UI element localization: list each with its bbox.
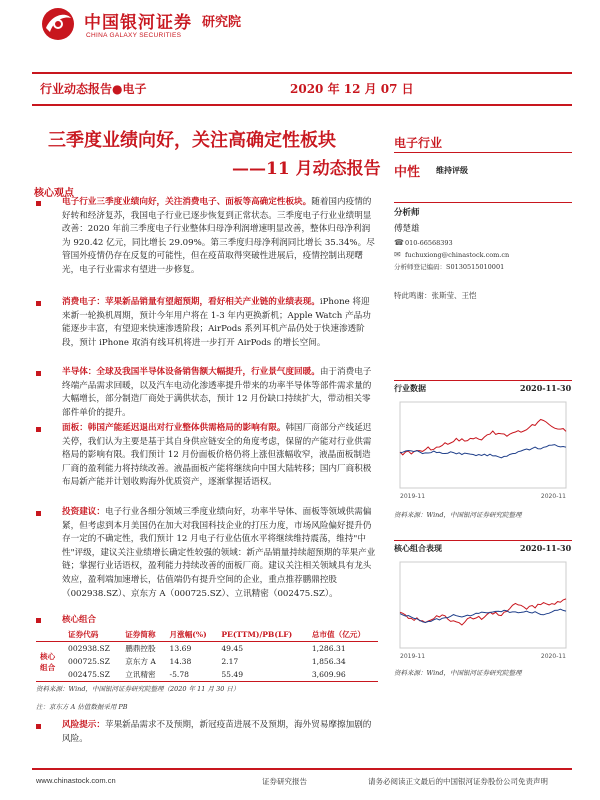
combo-table: [36, 628, 378, 682]
industry-chart-source: 资料来源：Wind，中国银河证券研究院整理: [394, 511, 522, 519]
para-industry: [62, 196, 378, 278]
institute-label: 研究院: [202, 15, 242, 30]
analyst-divider: [394, 202, 572, 203]
bullet-4: [36, 427, 41, 432]
combo-chart: [394, 556, 572, 660]
table-header: 证券简称: [121, 628, 165, 642]
analyst-cert: 分析师登记编码：S0130515010001: [394, 263, 505, 271]
table-cell: -5.78: [166, 668, 218, 682]
table-side-label: 核心组合: [36, 642, 64, 682]
series-line-2: [400, 609, 566, 622]
report-type: 行业动态报告●电子: [40, 82, 147, 96]
galaxy-logo-icon: [40, 6, 76, 42]
para-panel-lead: 面板：韩国产能延迟退出对行业整体供需格局的影响有限。: [62, 423, 286, 433]
table-cell: 京东方 A: [125, 657, 156, 666]
logo-cn: 中国银河证券: [84, 13, 192, 33]
table-cell: 55.49: [217, 668, 308, 682]
table-source: 资料来源：Wind，中国银河证券研究院整理（2020 年 11 月 30 日）: [36, 685, 240, 693]
para-consumer: [62, 296, 378, 350]
para-industry-lead: 电子行业三季度业绩向好，关注消费电子、面板等高确定性板块。: [62, 197, 312, 207]
bullet-1: [36, 201, 41, 206]
logo-mark: [40, 6, 76, 42]
footer-divider: [32, 768, 572, 770]
x-tick-label: 2020-11: [540, 493, 566, 500]
combo-divider: [394, 540, 572, 541]
core-label: 核心观点: [34, 188, 74, 199]
table-header-row: [36, 628, 378, 642]
footer-center: 证券研究报告: [262, 777, 307, 786]
bullet-2: [36, 301, 41, 306]
combo-label: 核心组合表现: [394, 543, 442, 553]
rating: 中性: [394, 165, 421, 180]
para-advice-text: 电子行业各细分领域三季度业绩向好，功率半导体、面板等领域供需偏紧，但考虑到本月美国仍在加大对我国科技企业的打压力度，市场风险偏好提升仍存一定的不确定性，我们预计 12 月电子行业估值水平将继续维持震荡，维持"中性"评级，建议关注业绩增长确定性较强的领域：新产品销量持续超预期的苹果产业链；掌握行业话语权，盈利能力持续改善的面板厂商。建议关注相关领域具有龙头效应，盈利端加速增长，估值端仍有提升空间的企业，重点推荐鹏鼎控股（002938.SZ）、京东方 A（000725.SZ）、立讯精密（002475.SZ）。: [62, 507, 376, 599]
page-subtitle: ——11 月动态报告: [232, 159, 381, 179]
table-header: 总市值（亿元）: [308, 628, 378, 642]
combo-table-label: 核心组合: [62, 615, 97, 625]
chart-frame: [400, 402, 566, 488]
thanks: 特此鸣谢：张斯莹、王恺: [394, 291, 477, 300]
industry-data-label: 行业数据: [394, 383, 426, 393]
analyst-email[interactable]: fuchuxiong@chinastock.com.cn: [405, 251, 510, 259]
table-header: 月涨幅(%): [166, 628, 218, 642]
industry-data-date: 2020-11-30: [520, 383, 572, 393]
bullet-3: [36, 371, 41, 376]
table-cell: 1,286.31: [311, 644, 346, 653]
table-row: [36, 642, 378, 656]
para-consumer-text: iPhone 将迎来新一轮换机周期，预计今年用户将在 1-3 年内更换新机；Apple Watch 产品功能逐步丰富，有望迎来快速渗透阶段；AirPods 系列耳机产品仍处于快速渗透阶段，预计 iPhone 取消有线耳机将进一步打开 AirPods 的增长空间。: [62, 297, 371, 348]
page-title: 三季度业绩向好，关注高确定性板块: [48, 130, 336, 151]
series-line-1: [400, 420, 566, 455]
analyst-label: 分析师: [394, 208, 420, 218]
para-consumer-lead: 消费电子：苹果新品销量有望超预期，看好相关产业链的业绩表现。: [62, 297, 320, 307]
report-date: 2020 年 12 月 07 日: [290, 82, 414, 96]
para-risk-lead: 风险提示：: [62, 720, 105, 730]
analyst-phone: 010-66568393: [405, 239, 453, 247]
table-cell: 13.69: [169, 644, 192, 653]
x-tick-label: 2020-11: [540, 653, 566, 660]
mail-icon: ✉: [394, 250, 401, 259]
para-semi: [62, 366, 378, 420]
rating-note: 维持评级: [436, 165, 468, 175]
sidebar-divider: [394, 152, 572, 153]
table-cell: 1,856.34: [311, 657, 346, 666]
table-cell: 49.45: [221, 644, 244, 653]
bullet-6: [36, 618, 41, 623]
table-cell: 鹏鼎控股: [125, 644, 156, 653]
bullet-5: [36, 511, 41, 516]
industry-data-divider: [394, 380, 572, 381]
para-panel: [62, 422, 378, 490]
combo-date: 2020-11-30: [520, 543, 572, 553]
table-cell: 14.38: [169, 657, 192, 666]
combo-chart-source: 资料来源：Wind，中国银河证券研究院整理: [394, 669, 522, 677]
table-row: [36, 655, 378, 668]
table-cell: 立讯精密: [121, 668, 165, 682]
sidebar-industry: 电子行业: [394, 136, 443, 150]
series-line-2: [400, 445, 566, 458]
logo-en: CHINA GALAXY SECURITIES: [86, 32, 182, 39]
para-industry-text: 随着国内疫情的好转和经济复苏，我国电子行业已逐步恢复到正常状态。三季度电子行业业绩明显改善：2020 年前三季度电子行业整体归母净利润增速明显改善，整体归母净利润为 920.42 亿元，同比增长 29.09%。第三季度归母净利润同比增长 35.34%。尽管国外疫情仍存在反复的可能性，但在疫苗取得突破性进展后，疫情控制出现曙光，电子行业需求有望进一步修复。: [62, 197, 375, 275]
phone-icon: ☎: [394, 238, 404, 247]
table-row: [36, 668, 378, 682]
para-semi-text: 由于消费电子终端产品需求回暖，以及汽车电动化渗透率提升带来的功率半导体等部件需求量的大幅增长，部分制造厂商处于满供状态，预计 12 月份缺口持续扩大，带动相关零部件单价的提升。: [62, 367, 372, 418]
x-tick-label: 2019-11: [400, 653, 426, 660]
table-cell: 3,609.96: [308, 668, 378, 682]
industry-chart: [394, 396, 572, 500]
chart-frame: [400, 562, 566, 648]
para-risk-text: 苹果新品需求不及预期，新冠疫苗进展不及预期，海外贸易摩擦加剧的风险。: [62, 720, 372, 744]
table-header: 证券代码: [64, 628, 121, 642]
table-cell: 002938.SZ: [68, 644, 110, 653]
para-risk: [62, 719, 378, 746]
bullet-7: [36, 724, 41, 729]
table-corner: [36, 628, 64, 642]
table-cell: 000725.SZ: [68, 657, 110, 666]
para-semi-lead: 半导体：全球及我国半导体设备销售额大幅提升，行业景气度回暖。: [62, 367, 320, 377]
para-advice: [62, 506, 378, 601]
analyst-name: 傅楚雄: [394, 224, 420, 234]
table-cell: 2.17: [221, 657, 239, 666]
table-note: 注：京东方 A 估值数据采用 PB: [36, 703, 128, 711]
x-tick-label: 2019-11: [400, 493, 426, 500]
footer-website[interactable]: www.chinastock.com.cn: [36, 776, 116, 785]
table-cell: 002475.SZ: [64, 668, 121, 682]
footer-disclaimer: 请务必阅读正文最后的中国银河证券股份公司免责声明: [368, 777, 548, 786]
table-header: PE(TTM)/PB(LF): [217, 628, 308, 642]
para-panel-text: 韩国厂商部分产线延迟关停，我们认为主要是基于其自身供应链安全的角度考虑，保留的产能对行业供需格局的影响有限。我们预计 12 月份面板价格仍将上涨但涨幅收窄，液晶面板制造厂商的盈利能力将持续改善。液晶面板产能将继续向中国大陆转移；国内厂商积极布局新产能并计划收购海外优质资产，逐渐掌握话语权。: [62, 423, 372, 488]
para-advice-lead: 投资建议：: [62, 507, 105, 517]
